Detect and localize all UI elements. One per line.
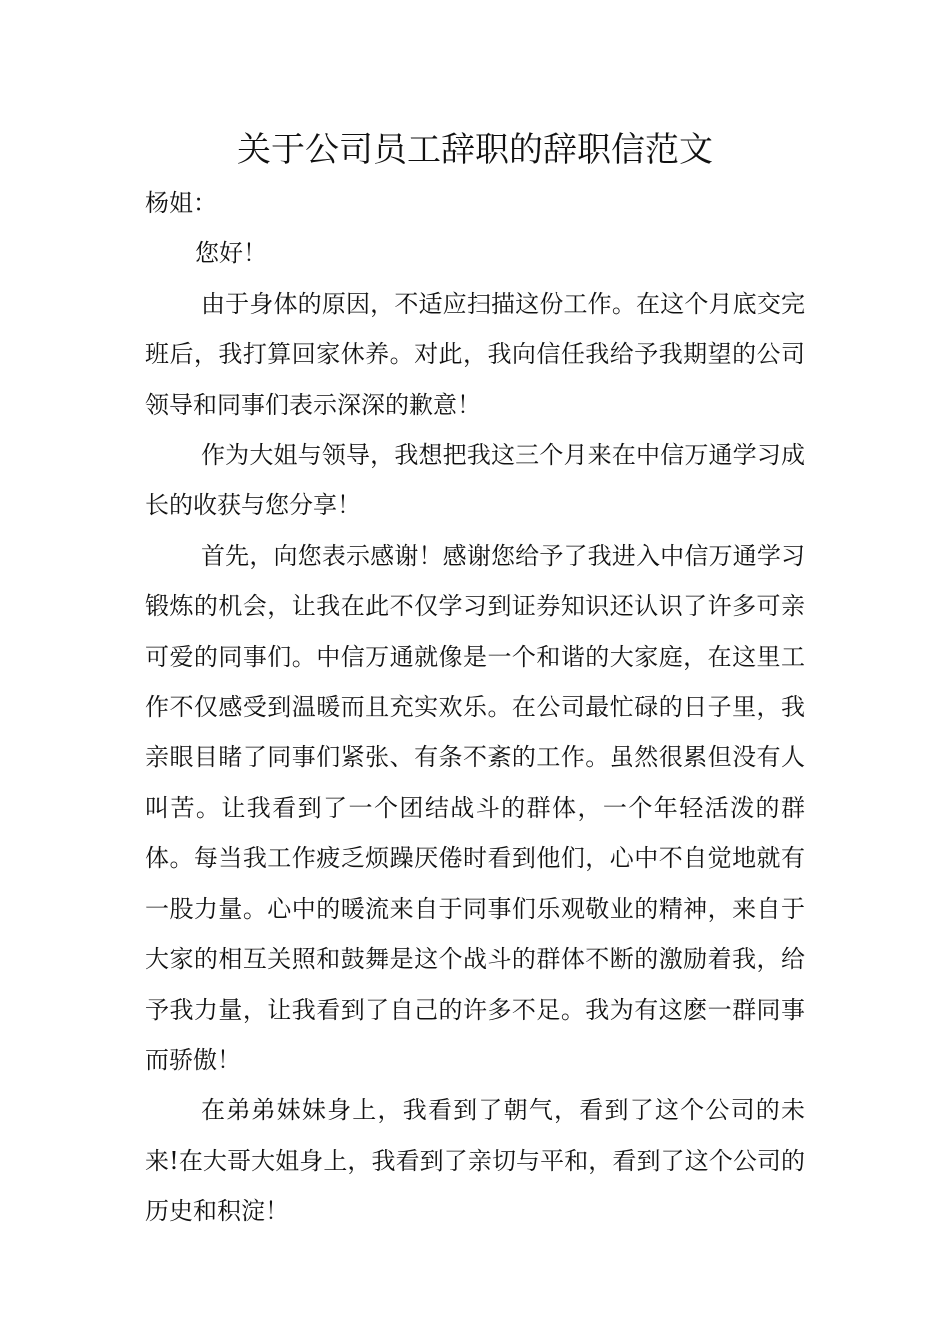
greeting: 您好！ xyxy=(195,239,267,268)
salutation: 杨姐： xyxy=(145,189,217,217)
letter-body xyxy=(145,178,805,1237)
paragraph: 作为大姐与领导，我想把我这三个月来在中信万通学习成长的收获与您分享！ xyxy=(145,441,805,520)
paragraph: 首先，向您表示感谢！感谢您给予了我进入中信万通学习锻炼的机会，让我在此不仅学习到证券知识还认识了许多可亲可爱的同事们。中信万通就像是一个和谐的大家庭，在这里工作不仅感受到温暖而且充实欢乐。在公司最忙碌的日子里，我亲眼目睹了同事们紧张、有条不紊的工作。虽然很累但没有人叫苦。让我看到了一个团结战斗的群体，一个年轻活泼的群体。每当我工作疲乏烦躁厌倦时看到他们，心中不自觉地就有一股力量。心中的暖流来自于同事们乐观敬业的精神，来自于大家的相互关照和鼓舞是这个战斗的群体不断的激励着我，给予我力量，让我看到了自己的许多不足。我为有这麽一群同事而骄傲！ xyxy=(145,541,805,1074)
paragraph: 在弟弟妹妹身上，我看到了朝气，看到了这个公司的未来!在大哥大姐身上，我看到了亲切与平和，看到了这个公司的历史和积淀！ xyxy=(145,1096,805,1226)
document-title: 关于公司员工辞职的辞职信范文 xyxy=(237,130,713,170)
paragraph: 由于身体的原因，不适应扫描这份工作。在这个月底交完班后，我打算回家休养。对此，我向信任我给予我期望的公司领导和同事们表示深深的歉意！ xyxy=(145,289,805,419)
